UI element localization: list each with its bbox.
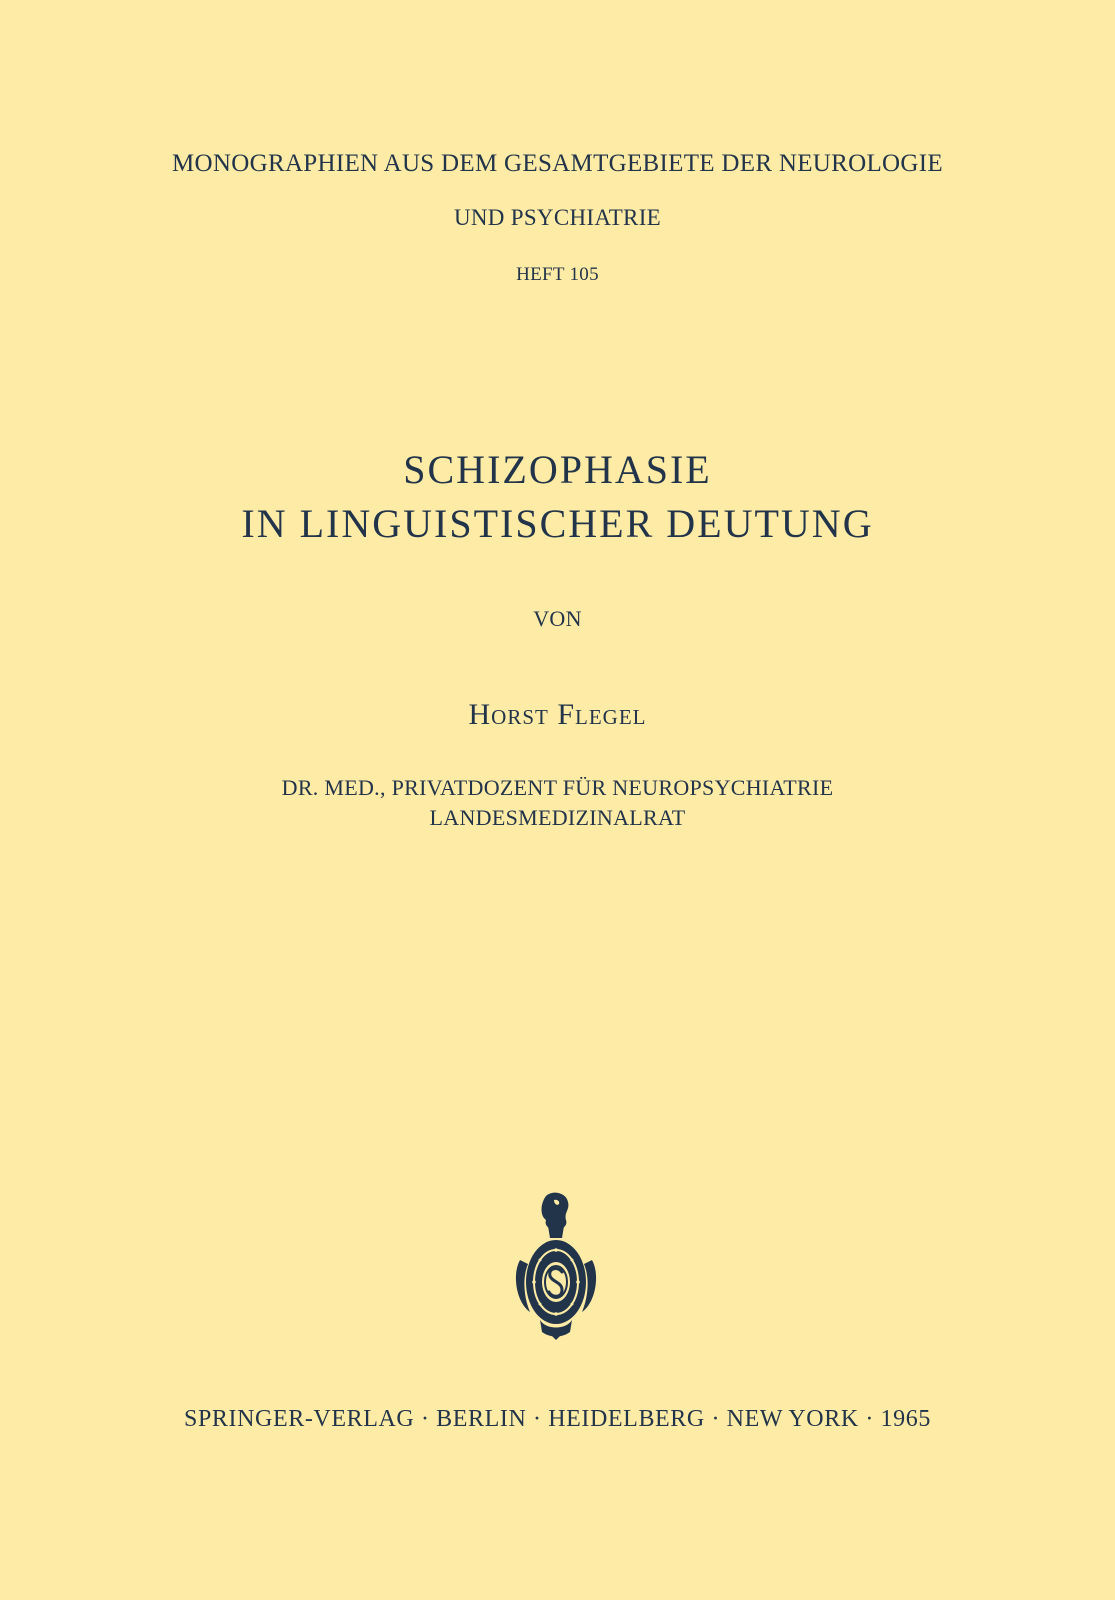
series-title-line-2: UND PSYCHIATRIE	[453, 205, 662, 230]
series-title-line-1: MONOGRAPHIEN AUS DEM GESAMTGEBIETE DER NEUROLOGIE	[172, 150, 943, 177]
book-title-line-2: IN LINGUISTISCHER DEUTUNG	[241, 501, 874, 546]
author-credentials-line-2: LANDESMEDIZINALRAT	[429, 805, 686, 830]
author-credentials-line-1: DR. MED., PRIVATDOZENT FÜR NEUROPSYCHIATRIE	[281, 775, 834, 800]
publisher-imprint: SPRINGER-VERLAG · BERLIN · HEIDELBERG · NEW YORK · 1965	[184, 1406, 931, 1432]
series-issue-number: HEFT 105	[516, 264, 599, 285]
springer-knight-icon	[510, 1190, 602, 1340]
author-name: Horst Flegel	[468, 698, 647, 731]
byline-von: VON	[533, 606, 582, 631]
book-title-line-1: SCHIZOPHASIE	[403, 447, 712, 492]
